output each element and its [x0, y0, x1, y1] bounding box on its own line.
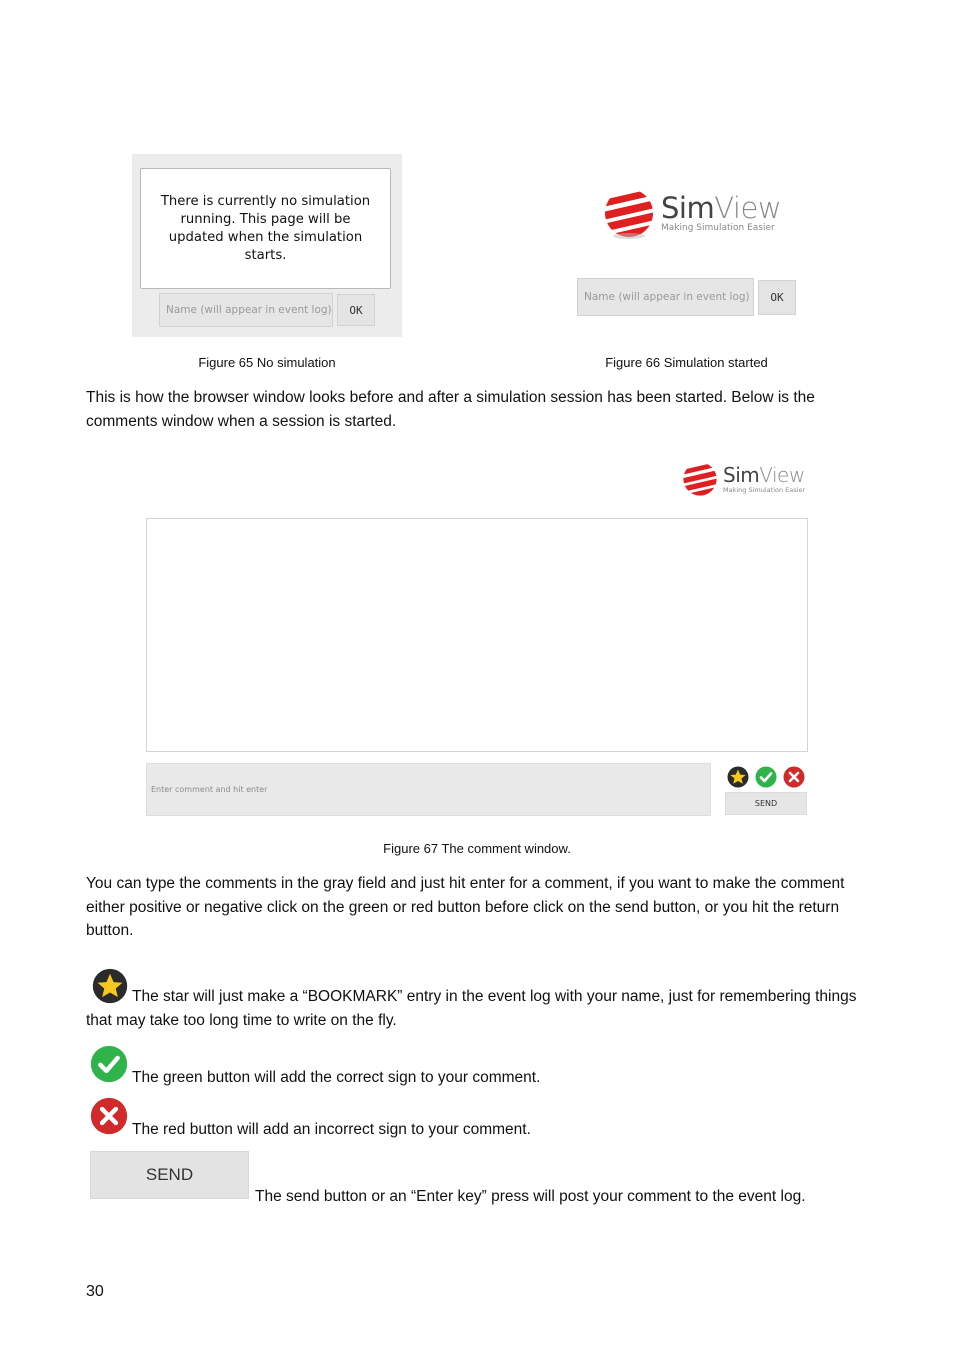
logo-tagline: Making Simulation Easier	[723, 485, 806, 494]
send-button[interactable]: SEND	[725, 792, 807, 815]
cross-icon[interactable]	[783, 766, 805, 788]
usage-paragraph: You can type the comments in the gray field and just hit enter for a comment, if you want to make the comment either positive or negative click on the green or red button before click on the send button, or you hit the return button.	[86, 875, 845, 939]
ok-button[interactable]: OK	[337, 294, 375, 326]
figure-67-caption: Figure 67 The comment window.	[383, 841, 571, 856]
logo-tagline: Making Simulation Easier	[661, 223, 775, 233]
no-simulation-figure	[132, 154, 402, 337]
send-button: SEND	[90, 1151, 249, 1199]
simview-logo	[682, 460, 805, 498]
check-icon[interactable]	[755, 766, 777, 788]
star-icon[interactable]	[727, 766, 749, 788]
no-simulation-message: There is currently no simulation running. This page will be updated when the simulation starts.	[140, 168, 391, 289]
comment-input[interactable]: Enter comment and hit enter	[146, 763, 711, 816]
simview-logo-icon	[603, 186, 655, 240]
check-icon	[90, 1045, 128, 1083]
figure-66-caption: Figure 66 Simulation started	[605, 355, 768, 370]
ok-button[interactable]: OK	[758, 280, 796, 315]
name-input[interactable]: Name (will appear in event log)	[159, 293, 333, 327]
logo-sim: Sim	[723, 462, 760, 487]
red-legend-text: The red button will add an incorrect sign to your comment.	[132, 1121, 531, 1138]
cross-icon	[90, 1097, 128, 1135]
logo-view: View	[759, 462, 805, 487]
simview-logo-icon	[682, 460, 718, 498]
figure-65-caption: Figure 65 No simulation	[198, 355, 336, 370]
green-legend-text: The green button will add the correct sign to your comment.	[132, 1069, 541, 1086]
comment-log-area[interactable]	[146, 518, 808, 752]
send-legend-text: The send button or an “Enter key” press will post your comment to the event log.	[255, 1188, 806, 1205]
logo-sim: Sim	[661, 191, 715, 225]
name-input[interactable]: Name (will appear in event log)	[577, 278, 754, 316]
logo-view: View	[714, 191, 782, 225]
simview-logo	[603, 186, 781, 240]
intro-paragraph: This is how the browser window looks before and after a simulation session has been started. Below is the comments window when a session is started.	[86, 389, 815, 430]
page-number: 30	[86, 1283, 104, 1300]
star-legend-text: The star will just make a “BOOKMARK” entry in the event log with your name, just for remembering things that may take too long time to write on the fly.	[86, 988, 857, 1029]
